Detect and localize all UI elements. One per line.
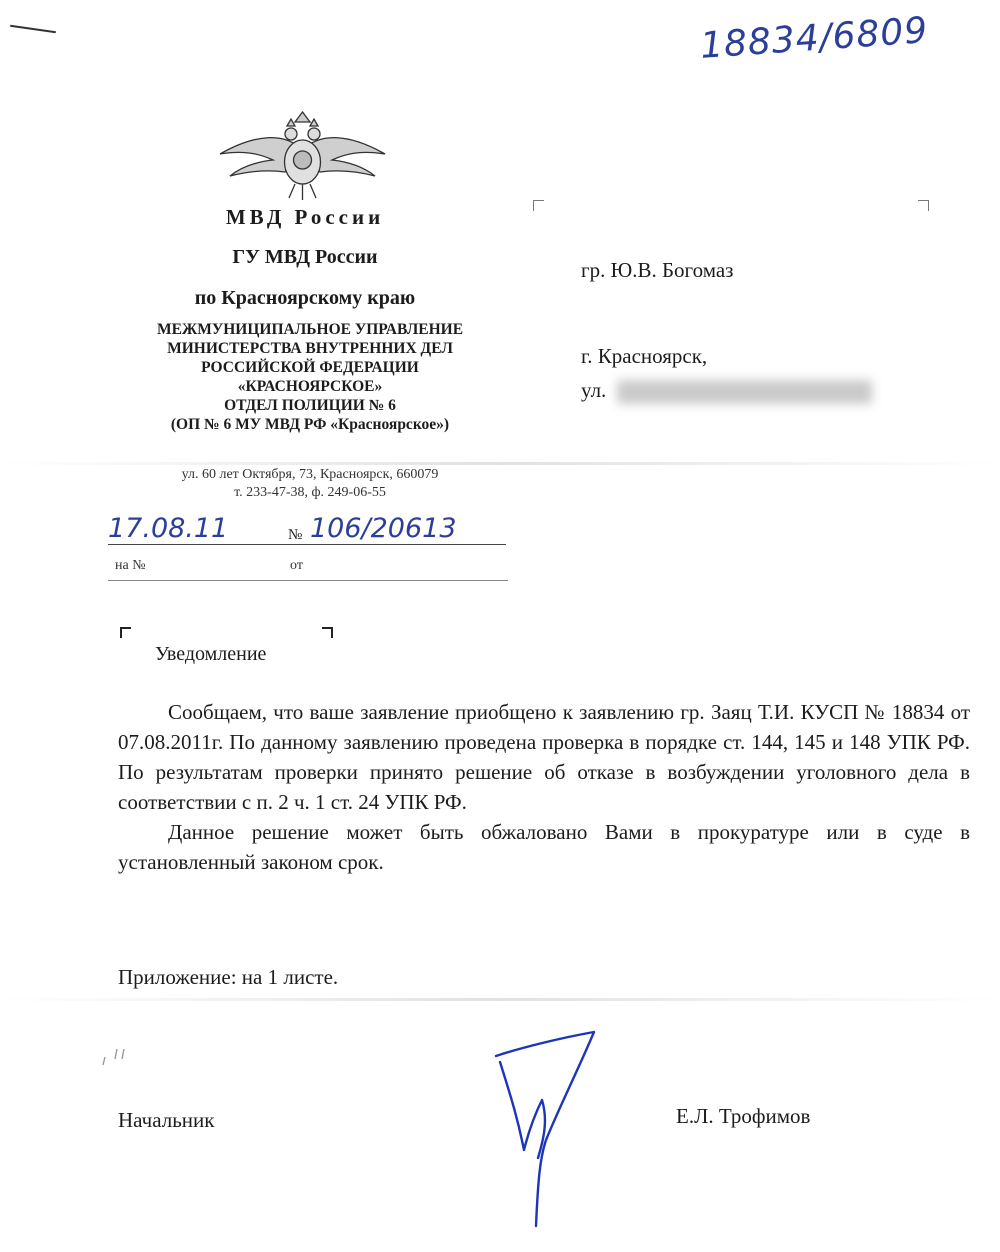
from-label: от: [290, 558, 303, 573]
division-line: ОТДЕЛ ПОЛИЦИИ № 6: [224, 397, 396, 414]
org-address: ул. 60 лет Октября, 73, Красноярск, 660079: [181, 467, 439, 482]
attachment-note: Приложение: на 1 листе.: [118, 965, 339, 989]
paper-fold-line: [0, 462, 1000, 465]
handwritten-outgoing-number: 106/20613: [310, 513, 457, 544]
org-name: МВД России: [225, 205, 385, 229]
registration-line: [108, 544, 506, 545]
title-bracket: [322, 627, 333, 638]
recipient-name: гр. Ю.В. Богомаз: [581, 258, 734, 282]
division-line: РОССИЙСКОЙ ФЕДЕРАЦИИ: [201, 359, 419, 376]
notice-title: Уведомление: [155, 643, 267, 665]
signer-role: Начальник: [118, 1108, 215, 1132]
address-corner-mark: [533, 200, 544, 211]
redacted-street-address: [617, 380, 872, 404]
main-department: ГУ МВД России: [232, 246, 378, 268]
reply-to-label: на №: [115, 558, 146, 573]
division-line: МИНИСТЕРСТВА ВНУТРЕННИХ ДЕЛ: [167, 340, 453, 357]
reply-line: [108, 580, 508, 581]
signer-name: Е.Л. Трофимов: [676, 1104, 811, 1128]
double-headed-eagle-emblem-icon: [215, 110, 390, 202]
notice-paragraph: Данное решение может быть обжаловано Вами в прокуратуре или в суде в установленный законом срок.: [118, 820, 970, 874]
division-block: [110, 320, 510, 434]
org-address-block: [110, 466, 510, 502]
region-name: по Красноярскому краю: [194, 287, 416, 309]
margin-scratch-mark: [10, 25, 56, 33]
recipient-city: г. Красноярск,: [581, 344, 708, 368]
handwritten-date: 17.08.11: [108, 513, 229, 544]
notice-body: [118, 697, 970, 877]
division-line: «КРАСНОЯРСКОЕ»: [237, 378, 383, 395]
org-phones: т. 233-47-38, ф. 249-06-55: [234, 485, 386, 500]
address-corner-mark: [918, 200, 929, 211]
notice-paragraph: Сообщаем, что ваше заявление приобщено к заявлению гр. Заяц Т.И. КУСП № 18834 от 07.08.2011г. По данному заявлению проведена проверка в порядке ст. 144, 145 и 148 УПК РФ. По результатам проверки принято решение об отказе в возбуждении уголовного дела в соответствии с п. 2 ч. 1 ст. 24 УПК РФ.: [118, 700, 970, 814]
pencil-tick-marks: [95, 1045, 135, 1075]
recipient-street-label: ул.: [581, 378, 607, 402]
number-label: №: [288, 527, 303, 543]
handwritten-reference-number: 18834/6809: [698, 10, 930, 67]
paper-fold-line: [0, 998, 1000, 1001]
title-bracket: [120, 627, 131, 638]
division-line: (ОП № 6 МУ МВД РФ «Красноярское»): [170, 416, 450, 433]
handwritten-signature: [460, 1030, 610, 1230]
division-line: МЕЖМУНИЦИПАЛЬНОЕ УПРАВЛЕНИЕ: [156, 321, 464, 338]
